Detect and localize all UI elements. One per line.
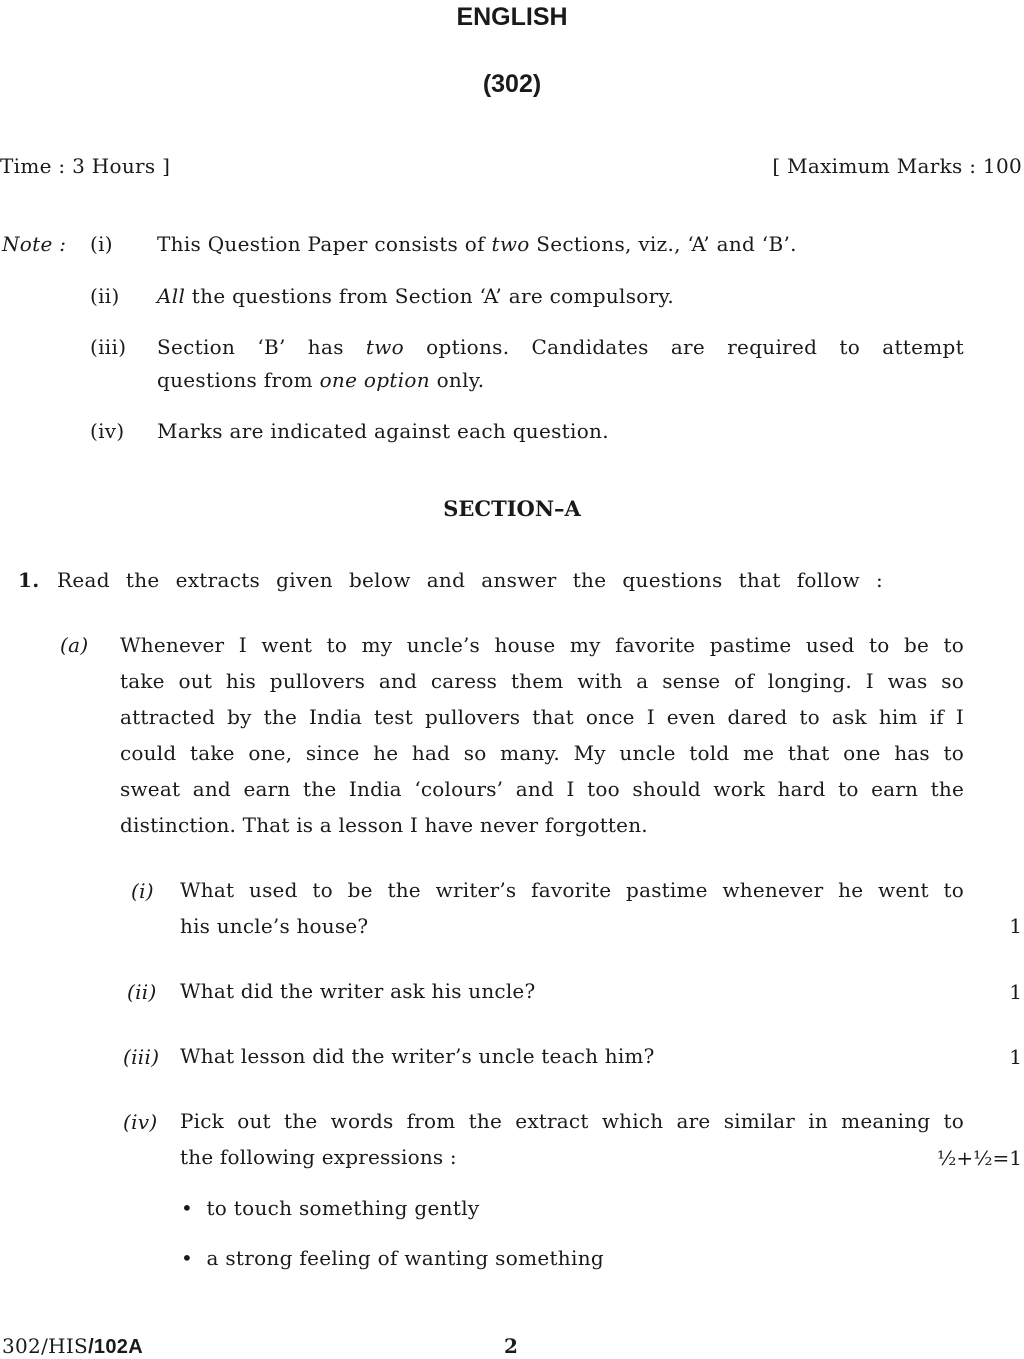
note-item-text-continued: questions from one option only. xyxy=(157,368,485,392)
extract-line: take out his pullovers and caress them with a sense of longing. I was so xyxy=(120,669,964,693)
page-number: 2 xyxy=(504,1334,519,1358)
subquestion-label: (iv) xyxy=(123,1110,158,1134)
bullet-icon: • xyxy=(181,1246,194,1270)
note-item-text: Section ‘B’ has two options. Candidates are required to attempt xyxy=(157,335,964,359)
bullet-icon: • xyxy=(181,1196,194,1220)
part-label: (a) xyxy=(60,633,89,657)
subquestion-label: (iii) xyxy=(123,1045,160,1069)
question-text: Read the extracts given below and answer the questions that follow : xyxy=(57,568,883,592)
extract-line: distinction. That is a lesson I have never forgotten. xyxy=(120,813,648,837)
subquestion-text-continued: his uncle’s house? xyxy=(180,914,369,938)
note-item-number: (iii) xyxy=(90,335,127,359)
question-number: 1. xyxy=(18,568,40,592)
marks-value: 1 xyxy=(1009,1045,1022,1069)
note-item-text: Marks are indicated against each question. xyxy=(157,419,609,443)
subject-code: (302) xyxy=(482,70,542,98)
marks-value: 1 xyxy=(1009,980,1022,1004)
extract-line: sweat and earn the India ‘colours’ and I too should work hard to earn the xyxy=(120,777,964,801)
note-item-number: (ii) xyxy=(90,284,120,308)
time-allowed: Time : 3 Hours ] xyxy=(0,154,171,178)
extract-line: Whenever I went to my uncle’s house my favorite pastime used to be to xyxy=(120,633,964,657)
note-label: Note : xyxy=(2,232,67,256)
extract-line: could take one, since he had so many. My uncle told me that one has to xyxy=(120,741,964,765)
subquestion-label: (ii) xyxy=(127,980,157,1004)
note-item-text: All the questions from Section ‘A’ are compulsory. xyxy=(157,284,675,308)
bullet-item: • to touch something gently xyxy=(181,1196,480,1220)
subquestion-text-continued: the following expressions : xyxy=(180,1145,457,1169)
subquestion-label: (i) xyxy=(131,879,154,903)
note-item-number: (i) xyxy=(90,232,113,256)
section-heading: SECTION–A xyxy=(443,496,581,521)
subquestion-text: What did the writer ask his uncle? xyxy=(180,979,536,1003)
subquestion-text: Pick out the words from the extract which are similar in meaning to xyxy=(180,1109,964,1133)
subject-title: ENGLISH xyxy=(456,3,568,31)
marks-value: 1 xyxy=(1009,914,1022,938)
maximum-marks: [ Maximum Marks : 100 xyxy=(772,154,1022,178)
paper-code: 302/HIS/102A xyxy=(2,1334,143,1358)
extract-line: attracted by the India test pullovers that once I even dared to ask him if I xyxy=(120,705,964,729)
note-item-text: This Question Paper consists of two Sections, viz., ‘A’ and ‘B’. xyxy=(157,232,797,256)
subquestion-text: What used to be the writer’s favorite pastime whenever he went to xyxy=(180,878,964,902)
marks-value: ½+½=1 xyxy=(936,1146,1022,1170)
subquestion-text: What lesson did the writer’s uncle teach him? xyxy=(180,1044,655,1068)
note-item-number: (iv) xyxy=(90,419,125,443)
bullet-item: • a strong feeling of wanting something xyxy=(181,1246,604,1270)
